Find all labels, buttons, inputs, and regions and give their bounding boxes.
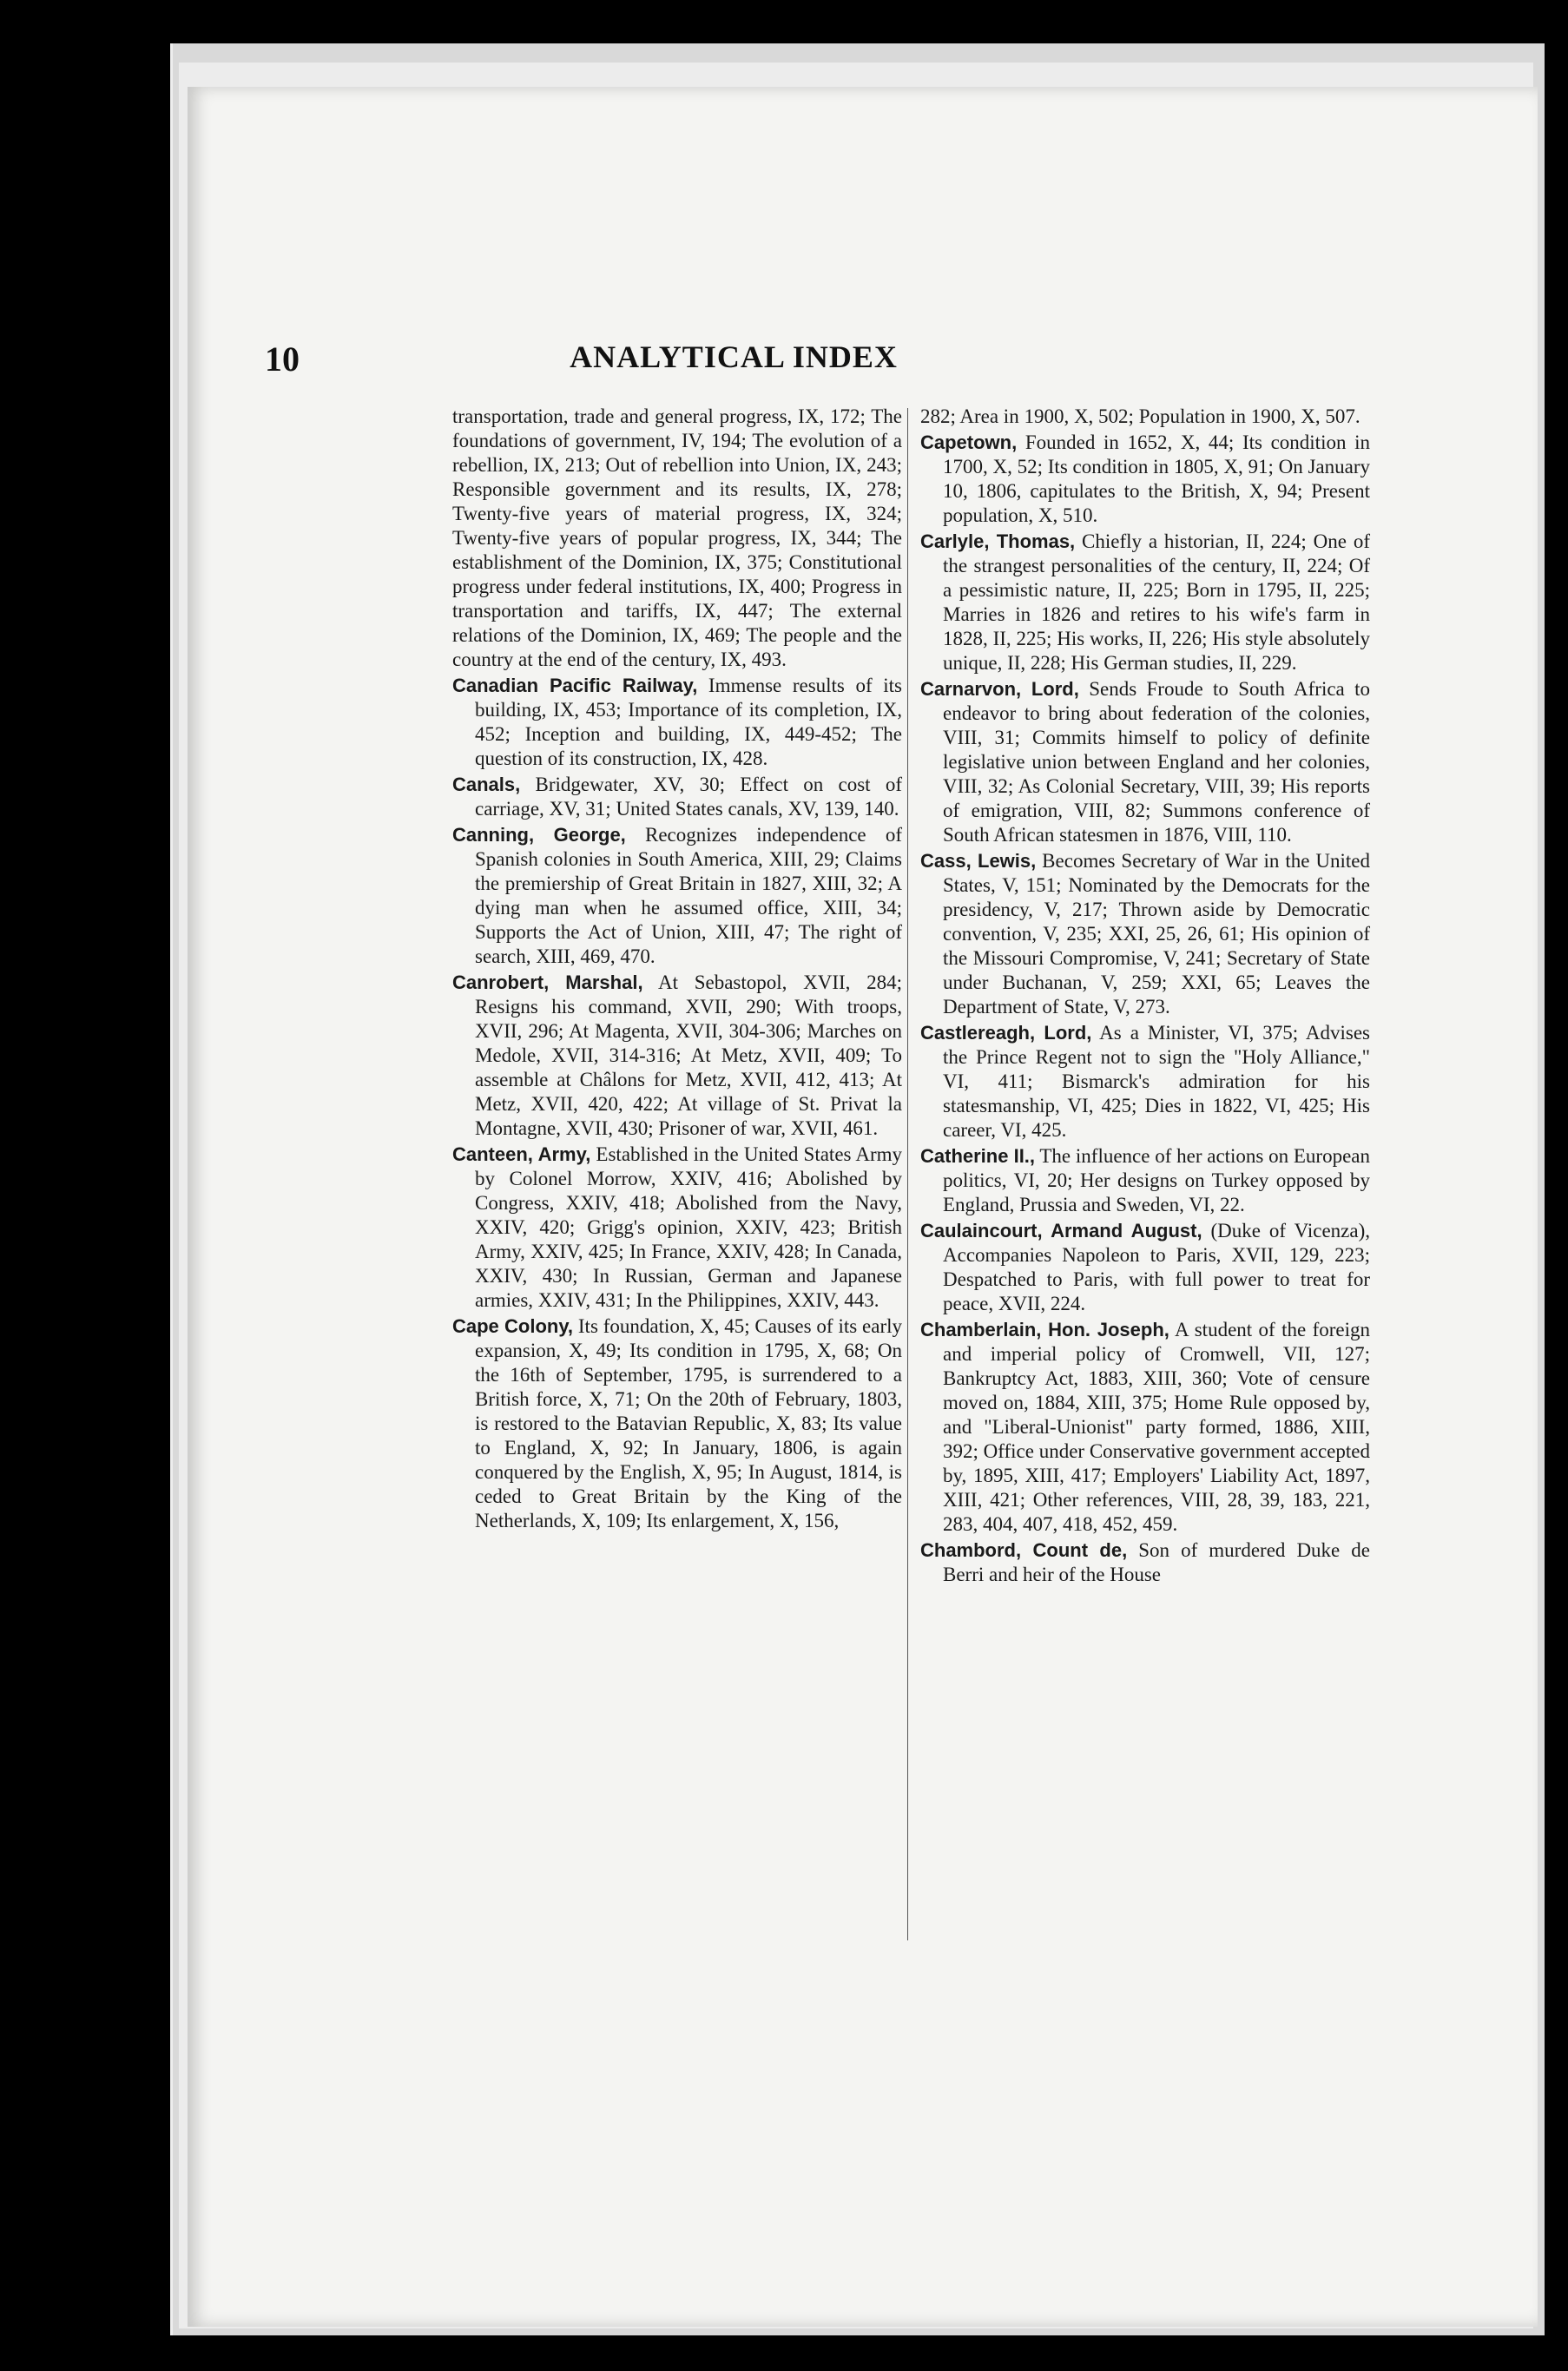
entry-heading: Canadian Pacific Railway,	[452, 675, 698, 696]
entry-heading: Castlereagh, Lord,	[920, 1022, 1092, 1044]
index-entry	[452, 405, 902, 672]
index-entry	[452, 971, 902, 1141]
entry-text: Founded in 1652, X, 44; Its condition in 1700, X, 52; Its condition in 1805, X, 91; On January 10, 1806, capitulates to the British, X, 94; Present population, X, 510.	[943, 431, 1370, 526]
entry-text: Chiefly a historian, II, 224; One of the strangest personalities of the century, II, 224; Of a pessimistic nature, II, 225; Born in 1795, II, 225; Marries in 1826 and retires to his wife's farm in 1828, II, 225; His works, II, 226; His style absolutely unique, II, 228; His German studies, II, 229.	[943, 530, 1370, 674]
page-number: 10	[265, 339, 300, 379]
page-title: ANALYTICAL INDEX	[570, 339, 898, 374]
index-entry	[452, 674, 902, 771]
entry-text: Recognizes independence of Spanish colonies in South America, XIII, 29; Claims the premiership of Great Britain in 1827, XIII, 32; A dying man when he assumed office, XIII, 34; Supports the Act of Union, XIII, 47; The right of search, XIII, 469, 470.	[475, 824, 902, 967]
entry-heading: Cape Colony,	[452, 1315, 574, 1337]
entry-text: Immense results of its building, IX, 453; Importance of its completion, IX, 452; Inception and building, IX, 449-452; The question of its construction, IX, 428.	[475, 675, 902, 769]
index-entry	[920, 1219, 1370, 1316]
entry-heading: Caulaincourt, Armand August,	[920, 1220, 1202, 1241]
entry-heading: Canning, George,	[452, 824, 626, 846]
entry-heading: Canals,	[452, 774, 521, 795]
entry-text: A student of the foreign and imperial policy of Cromwell, VII, 127; Bankruptcy Act, 1883, XIII, 360; Vote of censure moved on, 1884, XIII, 375; Home Rule opposed by, and "Liberal-Unionist" party formed, 1886, XIII, 392; Office under Conservative government accepted by, 1895, XIII, 417; Employers' Liability Act, 1897, XIII, 421; Other references, VIII, 28, 39, 183, 221, 283, 404, 407, 418, 452, 459.	[943, 1319, 1371, 1535]
entry-text: Son of murdered Duke de Berri and heir of the House	[943, 1539, 1371, 1585]
index-entry	[920, 1538, 1370, 1587]
index-entry	[920, 849, 1370, 1019]
index-entry	[920, 1318, 1370, 1537]
entry-text: Its foundation, X, 45; Causes of its early expansion, X, 49; Its condition in 1795, X, 68; On the 16th of September, 1795, is surrendered to a British force, X, 71; On the 20th of February, 1803, is restored to the Batavian Republic, X, 83; Its value to England, X, 92; In January, 1806, is again conquered by the English, X, 95; In August, 1814, is ceded to Great Britain by the King of the Netherlands, X, 109; Its enlargement, X, 156,	[475, 1315, 902, 1531]
running-head	[265, 339, 1142, 391]
index-entry	[920, 530, 1370, 675]
index-entry	[920, 1144, 1370, 1217]
entry-heading: Catherine II.,	[920, 1145, 1036, 1167]
index-entry	[452, 1143, 902, 1313]
entry-heading: Cass, Lewis,	[920, 850, 1037, 872]
entry-heading: Capetown,	[920, 431, 1018, 453]
entry-text: At Sebastopol, XVII, 284; Resigns his command, XVII, 290; With troops, XVII, 296; At Magenta, XVII, 304-306; Marches on Medole, XVII, 314-316; At Metz, XVII, 409; To assemble at Châlons for Metz, XVII, 412, 413; At Metz, XVII, 420, 422; At village of St. Privat la Montagne, XVII, 430; Prisoner of war, XVII, 461.	[475, 971, 902, 1139]
index-entry	[452, 1314, 902, 1533]
index-entry	[920, 677, 1370, 847]
entry-text: Becomes Secretary of War in the United States, V, 151; Nominated by the Democrats for the presidency, V, 217; Thrown aside by Democratic convention, V, 235; XXI, 25, 26, 61; His opinion of the Missouri Compromise, V, 241; Secretary of State under Buchanan, V, 259; XXI, 65; Leaves the Department of State, V, 273.	[943, 850, 1370, 1018]
entry-heading: Canteen, Army,	[452, 1143, 591, 1165]
entry-text: Established in the United States Army by Colonel Morrow, XXIV, 416; Abolished by Congress, XXIV, 418; Abolished from the Navy, XXIV, 420; Grigg's opinion, XXIV, 423; British Army, XXIV, 425; In France, XXIV, 428; In Canada, XXIV, 430; In Russian, German and Japanese armies, XXIV, 431; In the Philippines, XXIV, 443.	[475, 1143, 902, 1311]
index-entry	[452, 823, 902, 969]
column-divider	[907, 408, 908, 1940]
entry-text: (Duke of Vicenza), Accompanies Napoleon to Paris, XVII, 129, 223; Despatched to Paris, with full power to treat for peace, XVII, 224.	[943, 1220, 1370, 1314]
index-entry	[920, 1021, 1370, 1143]
entry-text: Sends Froude to South Africa to endeavor to bring about federation of the colonies, VIII, 31; Commits himself to policy of definite legislative union between England and her colonies, VIII, 32; As Colonial Secretary, VIII, 39; His reports of emigration, VIII, 82; Summons conference of South African statesmen in 1876, VIII, 110.	[943, 678, 1371, 846]
entry-heading: Chamberlain, Hon. Joseph,	[920, 1319, 1169, 1340]
entry-text: 282; Area in 1900, X, 502; Population in 1900, X, 507.	[920, 405, 1360, 427]
index-column-left	[452, 405, 902, 1535]
entry-text: As a Minister, VI, 375; Advises the Prince Regent not to sign the "Holy Alliance," VI, 411; Bismarck's admiration for his statesmanship, VI, 425; Dies in 1822, VI, 425; His career, VI, 425.	[943, 1022, 1370, 1141]
entry-text: The influence of her actions on European politics, VI, 20; Her designs on Turkey opposed by England, Prussia and Sweden, VI, 22.	[943, 1145, 1371, 1215]
entry-text: transportation, trade and general progress, IX, 172; The foundations of government, IV, 194; The evolution of a rebellion, IX, 213; Out of rebellion into Union, IX, 243; Responsible government and its results, IX, 278; Twenty-five years of material progress, IX, 324; Twenty-five years of popular progress, IX, 344; The establishment of the Dominion, IX, 375; Constitutional progress under federal institutions, IX, 400; Progress in transportation and tariffs, IX, 447; The external relations of the Dominion, IX, 469; The people and the country at the end of the century, IX, 493.	[452, 405, 902, 670]
entry-heading: Canrobert, Marshal,	[452, 971, 643, 993]
entry-heading: Carnarvon, Lord,	[920, 678, 1079, 700]
index-entry	[452, 773, 902, 821]
entry-heading: Chambord, Count de,	[920, 1539, 1128, 1561]
entry-heading: Carlyle, Thomas,	[920, 530, 1076, 552]
index-entry	[920, 405, 1370, 429]
entry-text: Bridgewater, XV, 30; Effect on cost of carriage, XV, 31; United States canals, XV, 139, 140.	[475, 774, 902, 820]
index-entry	[920, 431, 1370, 528]
index-column-right	[920, 405, 1370, 1589]
